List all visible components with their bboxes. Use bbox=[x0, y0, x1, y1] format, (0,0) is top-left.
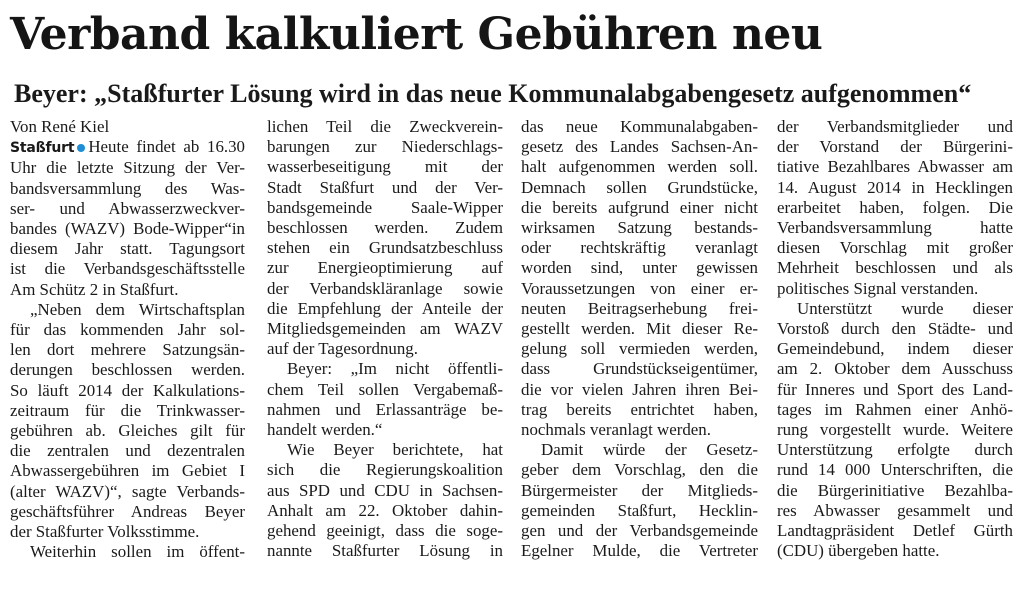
text-line: Vorstoß durch den Städte- und bbox=[777, 319, 1013, 339]
text-line: der Staßfurter Volksstimme. bbox=[10, 522, 200, 542]
text-line: Unterstützung erfolgte durch bbox=[777, 440, 1013, 460]
text-line: nannte Staßfurter Lösung in bbox=[267, 541, 503, 561]
text-line: rund 14 000 Unterschriften, die bbox=[777, 460, 1013, 480]
article-column-1 bbox=[10, 117, 245, 589]
text-line: nochmals veranlagt werden. bbox=[521, 420, 711, 440]
text-line: Mitgliedsgemeinden am WAZV bbox=[267, 319, 503, 339]
text-line: Uhr die letzte Sitzung der Ver- bbox=[10, 158, 245, 178]
text-line: die Bürgerinitiative Bezahlba- bbox=[777, 480, 1013, 500]
text-line: wasserbeseitigung mit der bbox=[267, 157, 503, 177]
author-byline: Von René Kiel bbox=[10, 117, 110, 136]
text-line: tiative Bezahlbares Abwasser am bbox=[777, 157, 1013, 177]
text-line: len dort mehrere Satzungsän- bbox=[10, 340, 245, 360]
text-line: der Vorstand der Bürgerini- bbox=[777, 137, 1013, 157]
text-line: Abwassergebühren im Gebiet I bbox=[10, 461, 245, 481]
text-line: Egelner Mulde, die Vertreter bbox=[521, 541, 758, 561]
text-line: barungen zur Niederschlags- bbox=[267, 137, 503, 157]
text-line: halt aufgenommen werden soll. bbox=[521, 157, 758, 177]
text-line: bandsversammlung des Was- bbox=[10, 178, 245, 198]
text-line: Unterstützt wurde dieser bbox=[797, 298, 1013, 318]
text-line: (CDU) übergeben hatte. bbox=[777, 541, 940, 561]
text-line: geber dem Vorschlag, den die bbox=[521, 460, 758, 480]
text-line: zur Energieoptimierung auf bbox=[267, 258, 503, 278]
text-line: „Neben dem Wirtschaftsplan bbox=[30, 299, 245, 319]
text-line: rung vorgestellt wurde. Weitere bbox=[777, 420, 1013, 440]
text-line: handelt werden.“ bbox=[267, 420, 383, 440]
text-line: res Abwasser gesammelt und bbox=[777, 500, 1013, 520]
text-line: gemeinden Staßfurt, Hecklin- bbox=[521, 500, 758, 520]
text-line: sich die Regierungskoalition bbox=[267, 460, 503, 480]
text-line: (alter WAZV)“, sagte Verbands- bbox=[10, 481, 245, 501]
text-line: die vor vielen Jahren ihren Bei- bbox=[521, 379, 758, 399]
text-line: aus SPD und CDU in Sachsen- bbox=[267, 480, 503, 500]
article-column-4 bbox=[777, 117, 1013, 589]
text-line: So läuft 2014 der Kalkulations- bbox=[10, 380, 245, 400]
text-line: diesem Jahr statt. Tagungsort bbox=[10, 239, 245, 259]
text-line: Voraussetzungen von einer er- bbox=[521, 278, 758, 298]
text-line: die bereits aufgrund einer nicht bbox=[521, 197, 758, 217]
article-subheadline: Beyer: „Staßfurter Lösung wird in das neue Kommunalabgabengesetz aufgenommen“ bbox=[14, 79, 972, 108]
text-line: Beyer: „Im nicht öffentli- bbox=[287, 359, 503, 379]
text-line: Stadt Staßfurt und der Ver- bbox=[267, 177, 503, 197]
text-line: dass Grundstückseigentümer, bbox=[521, 359, 758, 379]
text-line: wirksamen Satzung bestands- bbox=[521, 218, 758, 238]
text-line: gen und der Verbandsgemeinde bbox=[521, 521, 758, 541]
text-line: gelung soll vermieden werden, bbox=[521, 339, 758, 359]
text-line: Bürgermeister der Mitglieds- bbox=[521, 480, 758, 500]
text-line: Landtagpräsident Detlef Gürth bbox=[777, 521, 1013, 541]
text-line: die zentralen und dezentralen bbox=[10, 441, 245, 461]
article-headline: Verband kalkuliert Gebühren neu bbox=[10, 9, 823, 60]
text-line: gestellt werden. Mit dieser Re- bbox=[521, 319, 758, 339]
text-line: nahmen und Erlassanträge be- bbox=[267, 399, 503, 419]
text-line: neuten Beitragserhebung frei- bbox=[521, 298, 758, 318]
text-line: Wie Beyer berichtete, hat bbox=[287, 440, 503, 460]
text-line: erarbeitet haben, folgen. Die bbox=[777, 197, 1013, 217]
text-line: ser- und Abwasserzweckver- bbox=[10, 198, 245, 218]
dateline: Staßfurt bbox=[10, 140, 75, 157]
text-line: auf der Tagesordnung. bbox=[267, 339, 418, 359]
text-line: Weiterhin sollen im öffent- bbox=[30, 542, 245, 562]
text-line: Gemeindebund, indem dieser bbox=[777, 339, 1013, 359]
text-line: der Verbandsmitglieder und bbox=[777, 117, 1013, 136]
text-line: politisches Signal verstanden. bbox=[777, 278, 979, 298]
text-line: trag bereits entrichtet haben, bbox=[521, 399, 758, 419]
text-line: gebühren ab. Gleiches gilt für bbox=[10, 421, 245, 441]
text-line: lichen Teil die Zweckverein- bbox=[267, 117, 503, 136]
text-line: Demnach sollen Grundstücke, bbox=[521, 177, 758, 197]
text-line: Anhalt am 22. Oktober dahin- bbox=[267, 500, 503, 520]
text-line: Am Schütz 2 in Staßfurt. bbox=[10, 279, 179, 299]
article-column-2 bbox=[267, 117, 503, 589]
text-line: Mehrheit beschlossen und als bbox=[777, 258, 1013, 278]
text-line: Damit würde der Gesetz- bbox=[541, 440, 758, 460]
text-line: bandes (WAZV) Bode-Wipper“in bbox=[10, 219, 245, 239]
text-line: beschlossen werden. Zudem bbox=[267, 218, 503, 238]
text-line: das neue Kommunalabgaben- bbox=[521, 117, 758, 136]
text-line: die Empfehlung der Anteile der bbox=[267, 298, 503, 318]
article-column-3 bbox=[521, 117, 758, 589]
text-line: für Inneres und Sport des Land- bbox=[777, 379, 1013, 399]
text-line: diesen Vorschlag mit großer bbox=[777, 238, 1013, 258]
text-line: zeitraum für die Trinkwasser- bbox=[10, 400, 245, 420]
dateline-bullet-icon bbox=[77, 144, 85, 152]
text-line: derungen beschlossen werden. bbox=[10, 360, 245, 380]
text-line: am 2. Oktober dem Ausschuss bbox=[777, 359, 1013, 379]
text-line: geschäftsführer Andreas Beyer bbox=[10, 501, 245, 521]
dateline-line bbox=[10, 137, 245, 158]
text-line: Heute findet ab 16.30 bbox=[88, 137, 245, 157]
text-line: gesetz des Landes Sachsen-An- bbox=[521, 137, 758, 157]
text-line: der Verbandskläranlage sowie bbox=[267, 278, 503, 298]
text-line: für das kommenden Jahr sol- bbox=[10, 320, 245, 340]
text-line: gehend geeinigt, dass die soge- bbox=[267, 521, 503, 541]
text-line: worden sind, unter gewissen bbox=[521, 258, 758, 278]
text-line: tages im Rahmen einer Anhö- bbox=[777, 399, 1013, 419]
text-line: Verbandsversammlung hatte bbox=[777, 218, 1013, 238]
text-line: bandsgemeinde Saale-Wipper bbox=[267, 197, 503, 217]
text-line: chem Teil sollen Vergabemaß- bbox=[267, 379, 503, 399]
text-line: oder rechtskräftig veranlagt bbox=[521, 238, 758, 258]
text-line: stehen ein Grundsatzbeschluss bbox=[267, 238, 503, 258]
text-line: ist die Verbandsgeschäftsstelle bbox=[10, 259, 245, 279]
text-line: 14. August 2014 in Hecklingen bbox=[777, 177, 1013, 197]
